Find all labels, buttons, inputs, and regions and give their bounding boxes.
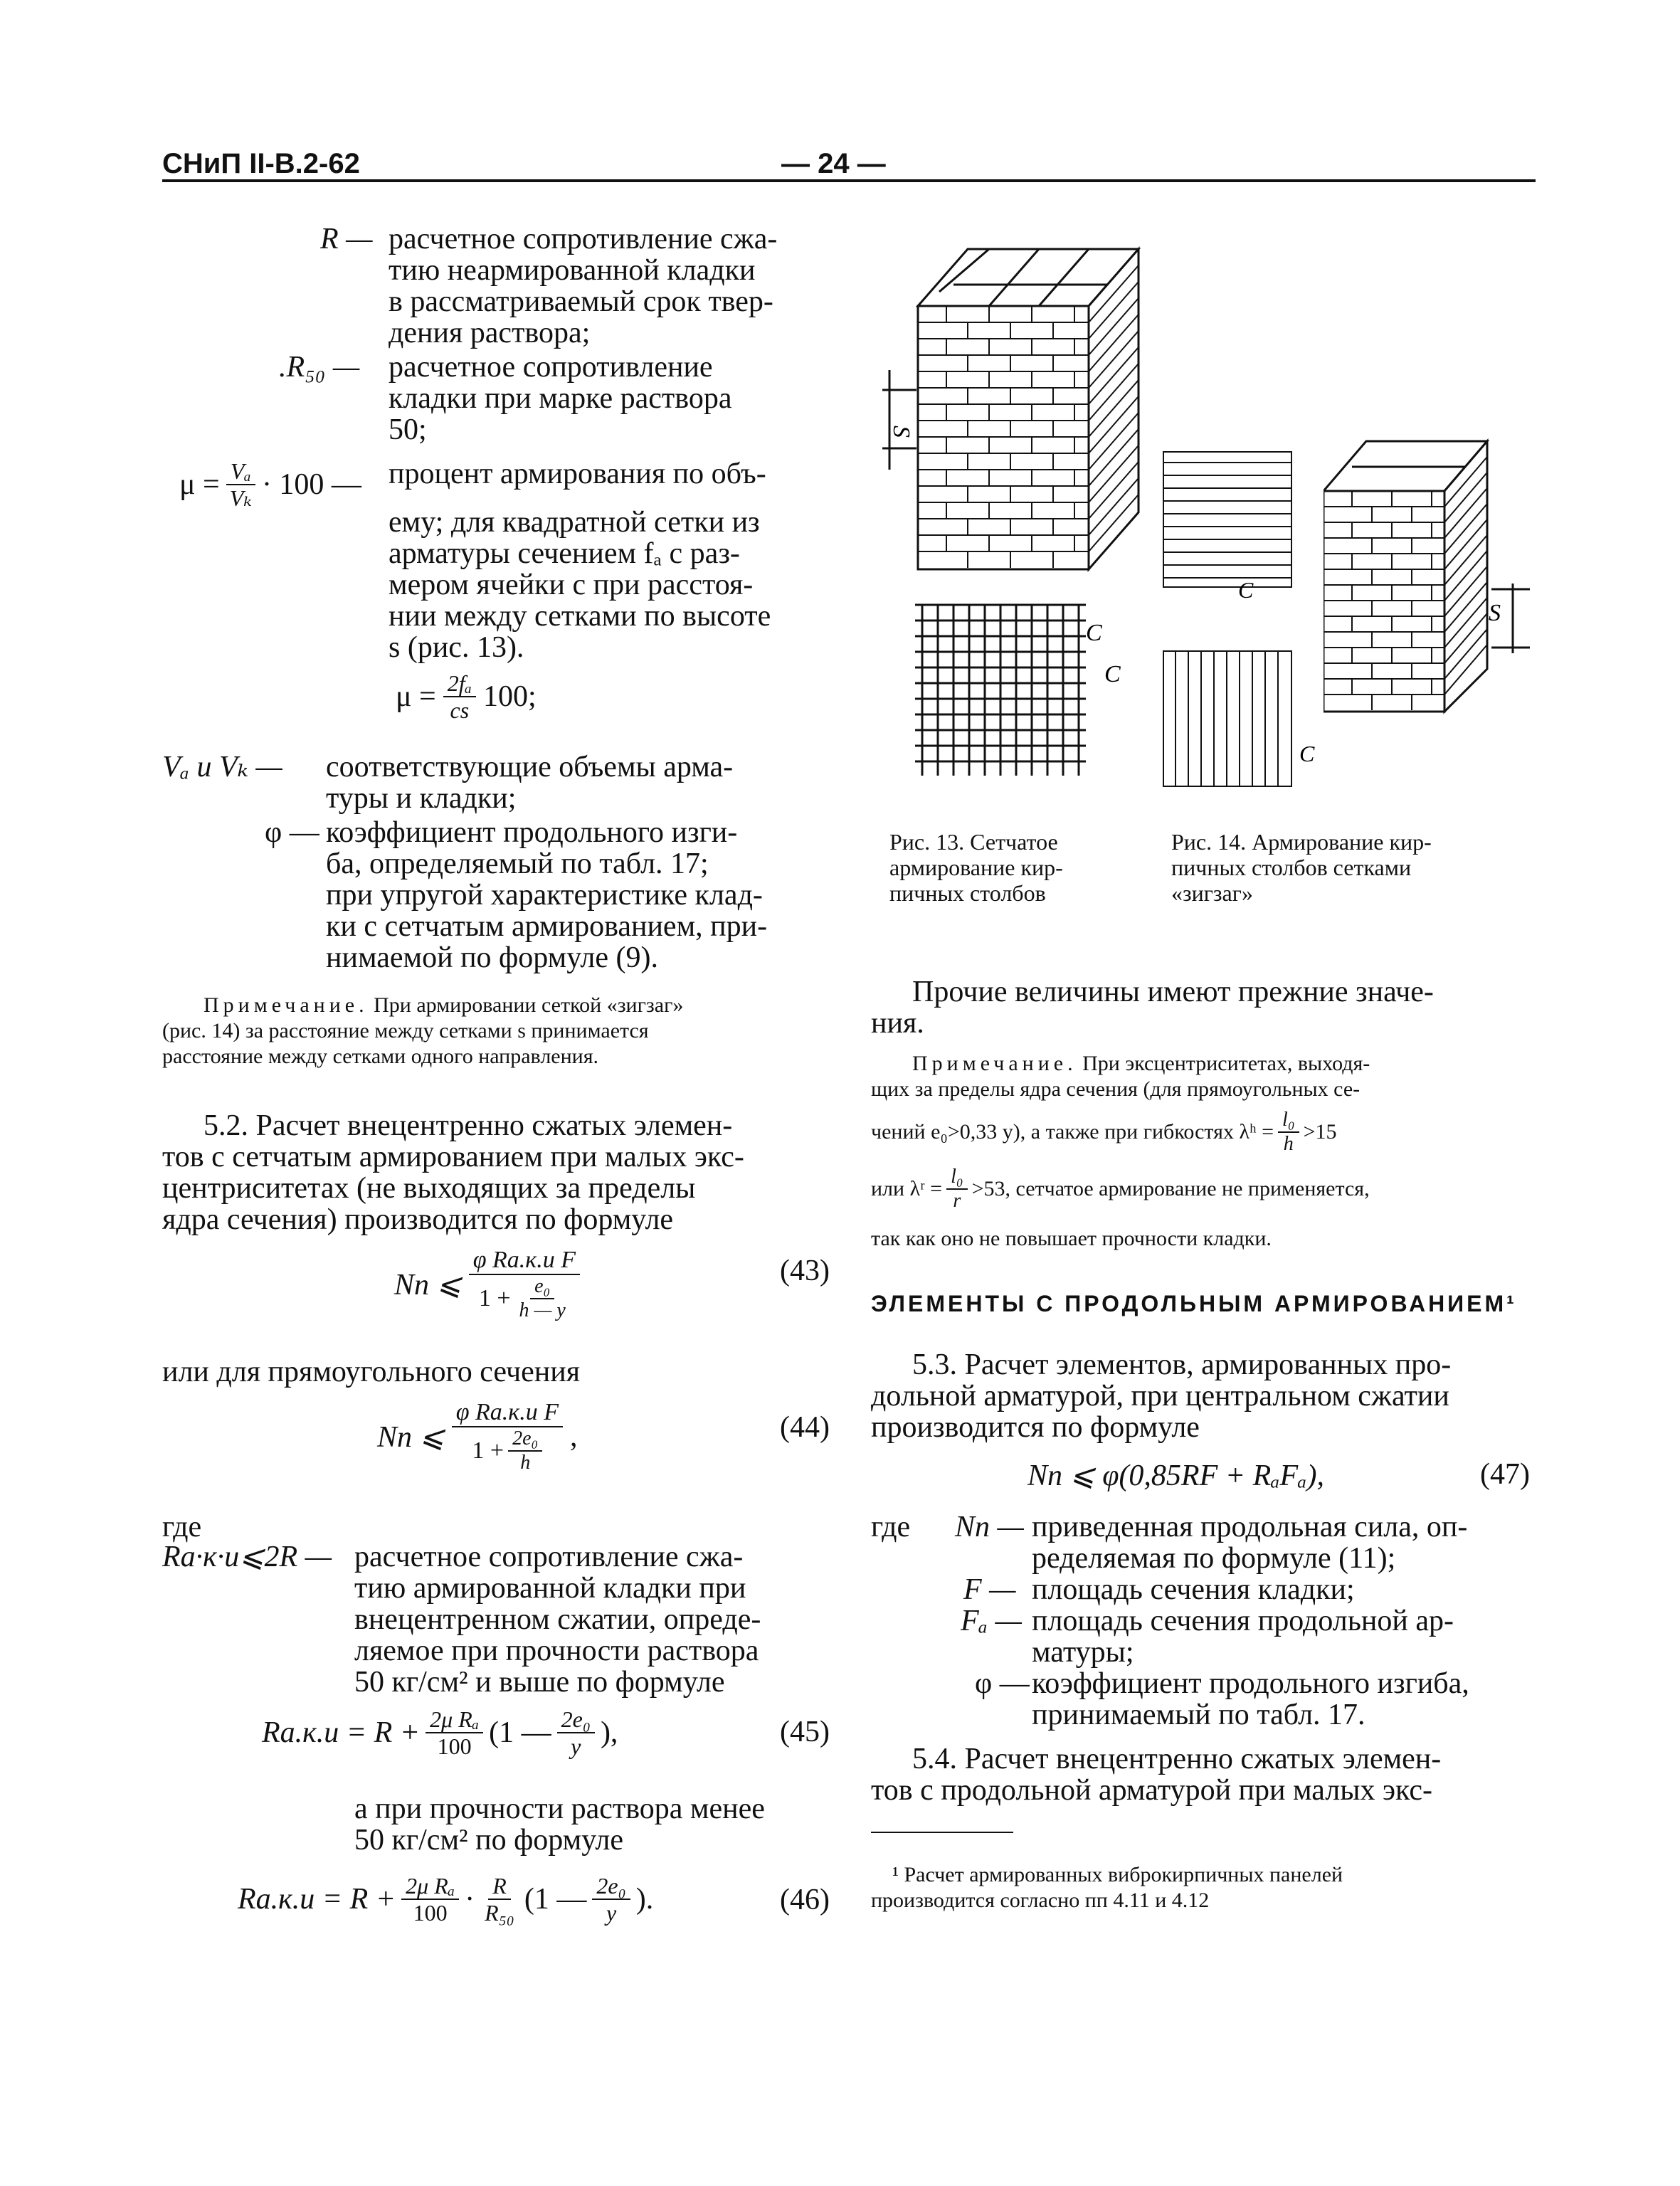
document-code: СНиП II-В.2-62 — [162, 148, 360, 179]
def47-fa-line-2: матуры; — [1032, 1636, 1134, 1669]
gde-left: где — [162, 1511, 202, 1543]
formula-45-inner-fraction — [557, 1708, 595, 1758]
note2-line-2: щих за пределы ядра сечения (для прямоугольных се- — [871, 1077, 1361, 1101]
fig13-brick-column — [875, 242, 1167, 576]
def47-phi-line-2: принимаемый по табл. 17. — [1032, 1699, 1365, 1731]
def-r50-symbol: .R₅₀ — — [279, 351, 360, 384]
formula-46-numerator: 2μ Rₐ — [401, 1874, 459, 1900]
formula-44-inner-fraction — [508, 1429, 542, 1473]
note2-lambda-h-den: h — [1283, 1133, 1294, 1155]
note2-line-3 — [871, 1110, 1336, 1154]
formula-47: Nп ⩽ φ(0,85RF + RₐFₐ), — [1027, 1459, 1324, 1492]
formula-43-inner-den: h — y — [519, 1299, 566, 1321]
formula-44-number: (44) — [780, 1411, 830, 1444]
mu-formula-tail: 100; — [482, 680, 537, 713]
fig14-brick-column — [1324, 434, 1537, 719]
note2-line-5: так как оно не повышает прочности кладки. — [871, 1227, 1272, 1250]
note1-line-1 — [204, 993, 683, 1018]
formula-45-numerator: 2μ Rₐ — [426, 1708, 483, 1733]
formula-46-paren-b: ). — [635, 1883, 654, 1916]
formula-46-denominator-2: R₅₀ — [485, 1900, 514, 1926]
fig14-label-s: S — [1489, 600, 1501, 626]
def-mu-denominator: Vₖ — [229, 485, 252, 511]
page-number: — 24 — — [781, 148, 886, 179]
def-phi-line-1: коэффициент продольного изги- — [326, 816, 738, 849]
def-mu-formula — [179, 460, 361, 509]
def-rak-symbol: Rа·к·и⩽2R — — [162, 1541, 332, 1573]
def-phi-symbol: φ — — [265, 816, 319, 849]
formula-43-inner-fraction — [515, 1277, 570, 1321]
formula-46-numerator-2: R — [488, 1874, 511, 1900]
note2-label: Примечание. — [912, 1052, 1077, 1075]
formula-46-number: (46) — [780, 1884, 830, 1916]
def-mu-line-3: арматуры сечением fₐ с раз- — [389, 537, 740, 570]
note2-lambda-h-fraction — [1278, 1110, 1299, 1154]
note2-lambda-h-num: l₀ — [1278, 1110, 1299, 1133]
formula-46-inner-num: 2e₀ — [592, 1874, 630, 1900]
def47-fa-symbol: Fₐ — — [961, 1605, 1022, 1637]
formula-44-lhs: Nп ⩽ — [377, 1421, 445, 1454]
note2-text-1: При эксцентриситетах, выходя- — [1082, 1052, 1370, 1075]
def-v-line-2: туры и кладки; — [326, 782, 517, 815]
formula-43-numerator: φ Rа.к.и F — [469, 1248, 580, 1275]
def47-fa-line-1: площадь сечения продольной ар- — [1032, 1605, 1454, 1637]
mu-formula — [396, 672, 537, 722]
formula-43-lhs: Nп ⩽ — [394, 1269, 462, 1301]
fig14-caption-1: Рис. 14. Армирование кир- — [1171, 829, 1432, 855]
def-r50-line-1: расчетное сопротивление — [389, 351, 713, 384]
def-rak-line-5: 50 кг/см² и выше по формуле — [354, 1666, 725, 1699]
note1-label: Примечание. — [204, 993, 369, 1017]
p53-line-2: дольной арматурой, при центральном сжатии — [871, 1380, 1449, 1413]
note1-line-3: расстояние между сетками одного направления. — [162, 1045, 599, 1068]
footnote-line-2: производится согласно пп 4.11 и 4.12 — [871, 1889, 1210, 1912]
formula-44-inner-num: 2e₀ — [508, 1429, 542, 1452]
def-r-line-2: тию неармированной кладки — [389, 254, 756, 287]
formula-45-lhs: Rа.к.и = R + — [262, 1716, 421, 1749]
p52-line-2: тов с сетчатым армированием при малых экс- — [162, 1141, 744, 1173]
p52-line-3: центриситетах (не выходящих за пределы — [162, 1172, 696, 1205]
formula-45-paren-a: (1 — — [489, 1716, 551, 1749]
note1-line-2: (рис. 14) за расстояние между сетками s принимается — [162, 1019, 649, 1042]
fig14-caption-3: «зигзаг» — [1171, 880, 1253, 906]
formula-44-numerator: φ Rа.к.и F — [452, 1400, 563, 1427]
def-v-line-1: соответствующие объемы арма- — [326, 751, 734, 783]
def-phi-line-5: нимаемой по формуле (9). — [326, 941, 658, 974]
def-r50-line-2: кладки при марке раствора — [389, 382, 732, 415]
def-phi-line-3: при упругой характеристике клад- — [326, 879, 763, 912]
def-mu-tail: · 100 — — [261, 468, 361, 501]
formula-44-comma: , — [569, 1420, 578, 1453]
def-rak-line-2: тию армированной кладки при — [354, 1572, 746, 1605]
def-rak-line-1: расчетное сопротивление сжа- — [354, 1541, 744, 1573]
p54-line-1: 5.4. Расчет внецентренно сжатых элемен- — [912, 1743, 1442, 1775]
def-phi-line-2: ба, определяемый по табл. 17; — [326, 848, 709, 880]
note2-line-4b: >53, сетчатое армирование не применяется, — [971, 1177, 1370, 1200]
header-rule — [162, 179, 1536, 182]
formula-45-fraction — [426, 1708, 483, 1758]
formula-46-paren-a: (1 — — [524, 1883, 587, 1916]
fig13-label-c-2: C — [1104, 661, 1121, 687]
fig14-label-c-2: C — [1299, 741, 1315, 766]
section-heading: ЭЛЕМЕНТЫ С ПРОДОЛЬНЫМ АРМИРОВАНИЕМ¹ — [871, 1291, 1517, 1316]
formula-46-fraction — [401, 1874, 459, 1924]
formula-46-dot: · — [465, 1883, 475, 1916]
formula-43-number: (43) — [780, 1255, 830, 1287]
def47-np-line-1: приведенная продольная сила, оп- — [1032, 1511, 1468, 1543]
note2-lambda-r-fraction — [946, 1167, 968, 1211]
def47-f-line-1: площадь сечения кладки; — [1032, 1573, 1355, 1606]
def-rak-line-4: ляемое при прочности раствора — [354, 1635, 759, 1667]
formula-44-denominator — [467, 1427, 546, 1473]
def-r-symbol: R — — [320, 223, 373, 255]
footnote-line-1: ¹ Расчет армированных виброкирпичных панелей — [892, 1863, 1343, 1886]
def47-phi-line-1: коэффициент продольного изгиба, — [1032, 1667, 1469, 1700]
formula-45-number: (45) — [780, 1716, 830, 1748]
formula-44-fraction — [452, 1400, 563, 1473]
mu-formula-denominator: cs — [450, 697, 470, 723]
def-mu-line-5: нии между сетками по высоте — [389, 600, 771, 633]
fig14-horizontal-mesh — [1160, 448, 1302, 605]
note2-line-3a: чений e₀>0,33 y), а также при гибкостях λʰ = — [871, 1120, 1274, 1144]
formula-46-inner-fraction — [592, 1874, 630, 1924]
mu-formula-fraction — [443, 672, 476, 722]
formula-46 — [238, 1874, 653, 1924]
def-r50-line-3: 50; — [389, 413, 427, 446]
gde-right: где — [871, 1511, 911, 1543]
note2-line-4a: или λʳ = — [871, 1177, 943, 1200]
def47-np-line-2: ределяемая по формуле (11); — [1032, 1542, 1396, 1575]
fig13-label-c-1: C — [1086, 620, 1102, 646]
formula-45-paren-b: ), — [600, 1716, 618, 1749]
formula-43 — [394, 1248, 580, 1321]
formula-43-denominator — [475, 1275, 574, 1321]
def-mu-lhs: μ = — [179, 468, 220, 501]
formula-44-den-a: 1 + — [472, 1437, 504, 1464]
note2-line-1 — [912, 1052, 1370, 1076]
mu-formula-lhs: μ = — [396, 680, 436, 713]
less50-line-2: 50 кг/см² по формуле — [354, 1824, 623, 1857]
def-v-symbol: Vₐ и Vₖ — — [162, 751, 282, 783]
less50-line-1: а при прочности раствора менее — [354, 1792, 765, 1825]
def-rak-line-3: внецентренном сжатии, опреде- — [354, 1603, 761, 1636]
formula-45-denominator: 100 — [437, 1733, 472, 1759]
p53-line-3: производится по формуле — [871, 1411, 1200, 1444]
mu-formula-numerator: 2fₐ — [443, 672, 476, 697]
fig13-caption-3: пичных столбов — [889, 880, 1046, 906]
formula-43-inner-num: e₀ — [530, 1277, 554, 1299]
def-mu-line-6: s (рис. 13). — [389, 631, 524, 664]
def-r-line-1: расчетное сопротивление сжа- — [389, 223, 778, 255]
def-mu-line-4: мером ячейки c при расстоя- — [389, 569, 754, 601]
def47-np-symbol: Nп — — [955, 1511, 1024, 1543]
formula-44-inner-den: h — [520, 1452, 531, 1474]
p53-line-1: 5.3. Расчет элементов, армированных про- — [912, 1348, 1452, 1381]
note2-lambda-r-den: r — [953, 1190, 961, 1212]
formula-46-denominator: 100 — [413, 1900, 448, 1926]
fig13-caption-2: армирование кир- — [889, 855, 1063, 880]
fig13-label-s: S — [888, 426, 914, 438]
def-mu-line-1: процент армирования по объ- — [389, 458, 766, 490]
p54-line-2: тов с продольной арматурой при малых экс- — [871, 1774, 1432, 1807]
formula-45 — [262, 1708, 618, 1758]
note1-text-1: При армировании сеткой «зигзаг» — [374, 993, 684, 1017]
other-line-1: Прочие величины имеют прежние значе- — [912, 976, 1434, 1008]
other-line-2: ния. — [871, 1007, 924, 1040]
formula-44 — [377, 1400, 577, 1473]
formula-46-inner-den: y — [606, 1900, 617, 1926]
formula-47-number: (47) — [1480, 1458, 1530, 1491]
fig14-vertical-mesh — [1160, 648, 1331, 790]
formula-43-fraction — [469, 1248, 580, 1321]
p52-line-1: 5.2. Расчет внецентренно сжатых элемен- — [204, 1109, 733, 1142]
formula-45-inner-num: 2e₀ — [557, 1708, 595, 1733]
def-r-line-3: в рассматриваемый срок твер- — [389, 285, 773, 318]
or-rect-text: или для прямоугольного сечения — [162, 1356, 581, 1388]
def47-f-symbol: F — — [963, 1573, 1016, 1606]
def-mu-numerator: Vₐ — [226, 460, 255, 485]
footnote-rule — [871, 1832, 1013, 1833]
note2-line-4 — [871, 1167, 1370, 1211]
note2-lambda-r-num: l₀ — [946, 1167, 968, 1190]
def-phi-line-4: ки с сетчатым армированием, при- — [326, 910, 768, 943]
fig13-caption-1: Рис. 13. Сетчатое — [889, 829, 1058, 855]
formula-46-fraction-2 — [480, 1874, 519, 1924]
def-mu-fraction — [226, 460, 256, 509]
fig13-mesh — [915, 598, 1157, 783]
formula-43-den-a: 1 + — [478, 1285, 511, 1311]
formula-46-lhs: Rа.к.и = R + — [238, 1883, 396, 1916]
fig14-label-c-1: C — [1238, 577, 1254, 603]
def-r-line-4: дения раствора; — [389, 317, 591, 349]
def47-phi-symbol: φ — — [975, 1667, 1030, 1700]
note2-line-3b: >15 — [1303, 1120, 1337, 1144]
p52-line-4: ядра сечения) производится по формуле — [162, 1203, 674, 1236]
def-mu-line-2: ему; для квадратной сетки из — [389, 506, 760, 539]
fig14-caption-2: пичных столбов сетками — [1171, 855, 1412, 880]
formula-45-inner-den: y — [571, 1733, 581, 1759]
